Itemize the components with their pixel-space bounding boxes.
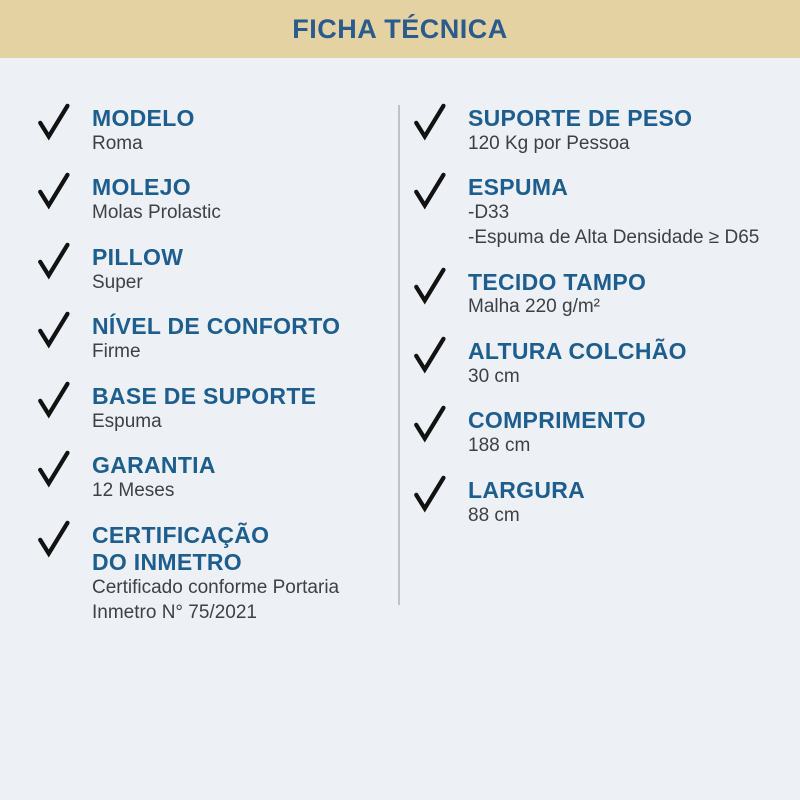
spec-heading: ALTURA COLCHÃO — [468, 338, 687, 364]
spec-value: Certificado conforme Portaria — [92, 577, 340, 599]
check-icon — [412, 171, 446, 211]
spec-item-altura-colchao — [412, 339, 800, 389]
spec-item-certificacao-inmetro — [36, 523, 362, 626]
spec-value: Molas Prolastic — [92, 202, 221, 224]
spec-value: 30 cm — [468, 365, 520, 387]
spec-item-molejo — [36, 175, 362, 225]
spec-heading: MODELO — [92, 105, 195, 131]
right-column — [362, 106, 800, 645]
spec-value: 188 cm — [468, 435, 531, 457]
check-icon — [412, 404, 446, 444]
spec-heading: SUPORTE DE PESO — [468, 105, 693, 131]
spec-item-modelo — [36, 106, 362, 156]
check-icon — [36, 519, 70, 559]
spec-sheet — [0, 58, 800, 645]
spec-value: Roma — [92, 132, 143, 154]
spec-item-comprimento — [412, 408, 800, 458]
page-title: FICHA TÉCNICA — [292, 13, 508, 44]
spec-value: -Espuma de Alta Densidade ≥ D65 — [468, 226, 760, 248]
spec-value: Firme — [92, 341, 141, 363]
spec-value: 12 Meses — [92, 479, 175, 501]
check-icon — [36, 171, 70, 211]
check-icon — [412, 335, 446, 375]
spec-item-garantia — [36, 453, 362, 503]
spec-heading: NÍVEL DE CONFORTO — [92, 313, 341, 340]
spec-heading: COMPRIMENTO — [468, 407, 646, 434]
spec-heading: BASE DE SUPORTE — [92, 382, 317, 409]
check-icon — [36, 102, 70, 142]
spec-heading: TECIDO TAMPO — [468, 268, 647, 295]
check-icon — [36, 380, 70, 420]
check-icon — [36, 449, 70, 489]
spec-heading-line2: DO INMETRO — [92, 549, 242, 576]
spec-value: -D33 — [468, 202, 510, 224]
spec-heading: CERTIFICAÇÃO — [92, 521, 270, 548]
check-icon — [36, 241, 70, 281]
spec-value: 88 cm — [468, 504, 520, 526]
column-divider — [398, 105, 400, 605]
check-icon — [412, 266, 446, 306]
spec-heading: MOLEJO — [92, 174, 191, 201]
spec-item-tecido-tampo — [412, 270, 800, 320]
spec-item-base-de-suporte — [36, 384, 362, 434]
spec-item-pillow — [36, 245, 362, 295]
spec-value: Super — [92, 271, 143, 293]
spec-heading: PILLOW — [92, 243, 184, 270]
spec-value: 120 Kg por Pessoa — [468, 132, 630, 154]
left-column — [0, 106, 362, 645]
spec-item-largura — [412, 478, 800, 528]
spec-item-suporte-de-peso — [412, 106, 800, 156]
spec-heading: GARANTIA — [92, 452, 216, 479]
header-banner — [0, 0, 800, 58]
check-icon — [36, 310, 70, 350]
spec-heading: LARGURA — [468, 476, 586, 503]
spec-value: Espuma — [92, 410, 162, 432]
check-icon — [412, 474, 446, 514]
check-icon — [412, 102, 446, 142]
spec-value: Inmetro N° 75/2021 — [92, 601, 257, 623]
spec-value: Malha 220 g/m² — [468, 296, 601, 318]
spec-heading: ESPUMA — [468, 174, 569, 201]
spec-item-espuma — [412, 175, 800, 250]
spec-item-nivel-de-conforto — [36, 314, 362, 364]
